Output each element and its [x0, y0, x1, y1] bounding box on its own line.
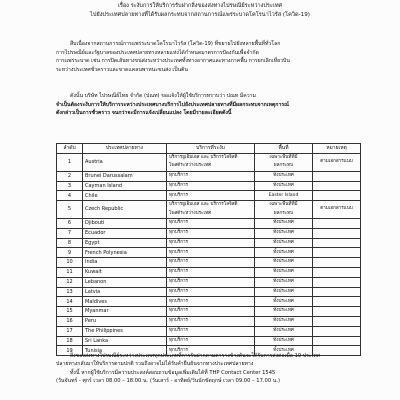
footer-paragraph [56, 352, 360, 386]
cell-service [167, 238, 255, 248]
table-row [57, 248, 361, 258]
cell-area-text: ทั้งประเทศ [273, 288, 294, 294]
header-subtitle: ไปยังประเทศปลายทางที่ได้รับผลกระทบจากสถานการณ์แพร่ระบาดโคโรนาไวรัส (โควิด-19) [90, 12, 310, 18]
table-row [57, 287, 361, 297]
col-header-no: ลำดับ [57, 144, 83, 154]
cell-no [57, 316, 83, 326]
cell-no-text: 7 [67, 230, 72, 236]
cell-note [313, 316, 361, 326]
cell-country-text: Djibouti [85, 220, 105, 227]
cell-area-text: ผลกระทบ [273, 163, 294, 169]
cell-country-text: The Philippines [85, 327, 123, 334]
cell-service [167, 154, 255, 172]
footer-line: ปลายทางกลับมาให้บริการตามปกติ รวมถึงอาจไม่ได้รับคำยืนยันจากทางประเทศปลายทาง [56, 361, 254, 368]
cell-no-text: 13 [66, 288, 73, 295]
cell-country [83, 171, 167, 181]
cell-area [255, 268, 313, 278]
cell-no-text: 18 [66, 337, 73, 344]
cell-service-text: ทุกบริการ [169, 173, 189, 178]
cell-service [167, 307, 255, 317]
cell-service-text: ทุกบริการ [169, 308, 189, 314]
cell-note [313, 258, 361, 268]
cell-service [167, 248, 255, 258]
cell-area [255, 154, 313, 172]
intro-line: ระหว่างประเทศชั่วคราวและขาดแคลนพาหนะขนส่ง เป็นต้น [56, 66, 188, 73]
cell-service-text: ทุกบริการ [169, 288, 189, 294]
cell-area [255, 258, 313, 268]
cell-no [57, 181, 83, 191]
table-row [57, 171, 361, 181]
cell-area-text: Easter Island [268, 192, 299, 198]
table-row [57, 258, 361, 268]
cell-country-text: Czech Republic [85, 206, 124, 213]
cell-note [313, 154, 361, 172]
footer-line: ทั้งนี้ หากผู้ใช้บริการมีความประสงค์สอบถามข้อมูลเพิ่มเติมได้ที่ THP Contact Center 1545 [70, 369, 276, 376]
cell-country [83, 228, 167, 238]
cell-area-text: ทั้งประเทศ [273, 230, 294, 235]
cell-country-text: Cayman Island [85, 182, 123, 189]
cell-service [167, 191, 255, 201]
table-row [57, 228, 361, 238]
cell-no-text: 12 [66, 278, 73, 285]
cell-no [57, 287, 83, 297]
cell-area [255, 238, 313, 248]
cell-note [313, 248, 361, 258]
cell-area-text: ทั้งประเทศ [273, 239, 294, 245]
cell-country-text: Kuwait [85, 269, 102, 276]
cell-no [57, 219, 83, 229]
cell-area-text: ทั้งประเทศ [273, 318, 294, 324]
cell-country [83, 201, 167, 219]
cell-area-text: เฉพาะพื้นที่ที่มี [269, 202, 298, 208]
cell-service-text: ทุกบริการ [169, 259, 189, 265]
col-header-note: หมายเหตุ [313, 144, 361, 154]
cell-no [57, 297, 83, 307]
cell-service [167, 287, 255, 297]
cell-area [255, 326, 313, 336]
cell-service [167, 316, 255, 326]
cell-no-text: 19 [66, 347, 73, 354]
cell-service [167, 228, 255, 238]
cell-service-text: ทุกบริการ [169, 347, 189, 353]
cell-note [313, 201, 361, 219]
cell-no [57, 238, 83, 248]
cell-service-text: ทุกบริการ [169, 278, 189, 284]
cell-no-text: 8 [67, 239, 72, 246]
cell-service-text: บริการยูเอ็มเอส และ บริการโลจิสติ [169, 202, 238, 208]
cell-note [313, 297, 361, 307]
cell-country [83, 238, 167, 248]
cell-no [57, 268, 83, 278]
cell-no [57, 326, 83, 336]
cell-service [167, 258, 255, 268]
cell-country [83, 326, 167, 336]
cell-service [167, 219, 255, 229]
cell-no [57, 336, 83, 346]
cell-area-text: ทั้งประเทศ [273, 347, 294, 353]
cell-country-text: Sri Lanka [85, 337, 109, 344]
cell-service-text: โพสต์ระหว่างประเทศ [169, 210, 212, 216]
col-header-country: ประเทศปลายทาง [83, 144, 167, 154]
cell-country-text: Egypt [85, 239, 100, 246]
cell-no-text: 5 [67, 206, 72, 213]
cell-note [313, 219, 361, 229]
cell-no-text: 9 [67, 249, 72, 256]
cell-country-text: Peru [85, 318, 97, 325]
cell-service-text: ทุกบริการ [169, 239, 189, 245]
cell-area-text: ทั้งประเทศ [273, 220, 294, 226]
notice-line: ดังนั้น บริษัท ไปรษณีย์ไทย จำกัด (ปณท) ขอแจ้งให้ผู้ใช้บริการทราบว่า ปณท มีความ [70, 93, 256, 99]
cell-area [255, 201, 313, 219]
header-subject: เรื่อง ระงับการให้บริการรับฝากสิ่งของส่งทางไปรษณีย์ระหว่างประเทศ [117, 3, 283, 9]
cell-country [83, 191, 167, 201]
cell-country-text: Ecuador [85, 230, 106, 236]
table-row [57, 316, 361, 326]
footer-line: (วันจันทร์ - ศุกร์ เวลา 08.00 – 18.00 น. (วันเสาร์ - อาทิตย์/วันนักขัตฤกษ์ เวลา 09.00 – 17.00 น.) [56, 378, 281, 385]
suspended-services-table [56, 143, 361, 356]
table-row [57, 268, 361, 278]
cell-note [313, 277, 361, 287]
cell-no [57, 228, 83, 238]
table-body [57, 154, 361, 356]
cell-area [255, 297, 313, 307]
cell-no-text: 6 [67, 220, 72, 227]
table-header-row [57, 144, 361, 154]
table-row [57, 219, 361, 229]
cell-no-text: 3 [67, 182, 72, 189]
cell-area [255, 307, 313, 317]
cell-note [313, 336, 361, 346]
cell-area [255, 248, 313, 258]
cell-no-text: 4 [67, 192, 72, 199]
cell-no [57, 171, 83, 181]
cell-service [167, 277, 255, 287]
cell-no-text: 17 [66, 327, 73, 334]
cell-area-text: ทั้งประเทศ [273, 182, 294, 188]
cell-note [313, 171, 361, 181]
cell-service [167, 326, 255, 336]
cell-country [83, 219, 167, 229]
cell-area [255, 181, 313, 191]
cell-area-text: ทั้งประเทศ [273, 327, 294, 333]
cell-no [57, 307, 83, 317]
cell-country [83, 268, 167, 278]
cell-country [83, 277, 167, 287]
table-row [57, 201, 361, 219]
cell-no [57, 248, 83, 258]
col-header-service: บริการที่ระงับ [167, 144, 255, 154]
cell-note [313, 181, 361, 191]
notice-line-bold: ดังกล่าวเป็นการชั่วคราว จนกว่าจะมีการแจ้งเปลี่ยนแปลง โดยมีรายละเอียดดังนี้ [56, 110, 232, 117]
cell-country-text: French Polynesia [85, 249, 127, 256]
cell-no [57, 201, 83, 219]
cell-country-text: Myanmar [85, 308, 109, 315]
cell-no-text: 2 [67, 173, 72, 179]
cell-area-text: ทั้งประเทศ [273, 269, 294, 275]
cell-area-text: ผลกระทบ [273, 210, 294, 216]
cell-note [313, 326, 361, 336]
cell-service-text: ทุกบริการ [169, 230, 189, 235]
cell-no [57, 258, 83, 268]
cell-service-text: ทุกบริการ [169, 192, 189, 198]
cell-no-text: 14 [66, 298, 73, 305]
cell-area-text: ทั้งประเทศ [273, 173, 294, 178]
cell-service-text: ทุกบริการ [169, 337, 189, 343]
cell-note [313, 307, 361, 317]
cell-country [83, 248, 167, 258]
cell-service-text: ทุกบริการ [169, 182, 189, 188]
cell-area-text: ทั้งประเทศ [273, 259, 294, 265]
table-row [57, 297, 361, 307]
cell-country-text: Austria [85, 159, 103, 166]
cell-country-text: Chile [85, 192, 98, 199]
cell-service [167, 171, 255, 181]
cell-country [83, 336, 167, 346]
cell-country-text: Tunisia [85, 347, 103, 354]
cell-note [313, 191, 361, 201]
table-row [57, 191, 361, 201]
notice-line-bold: จำเป็นต้องระงับการให้บริการระหว่างประเทศบางบริการไปยังประเทศปลายทางที่มีผลกระทบจากเหตุการณ์ [56, 101, 289, 108]
cell-note [313, 287, 361, 297]
cell-service-text: ทุกบริการ [169, 249, 189, 255]
cell-service [167, 297, 255, 307]
document-header [0, 2, 400, 20]
cell-no-text: 15 [66, 308, 73, 315]
cell-service-text: บริการยูเอ็มเอส และ บริการโลจิสติ [169, 155, 238, 160]
table-row [57, 238, 361, 248]
intro-paragraph [56, 40, 360, 74]
cell-service-text: ทุกบริการ [169, 269, 189, 275]
table-row [57, 181, 361, 191]
cell-area [255, 228, 313, 238]
intro-line: การไปรษณีย์และรัฐบาลของประเทศปลายทางหลายแห่งได้กำหนดมาตรการป้องกันเพื่อจำกัด [56, 49, 259, 56]
cell-area-text: ทั้งประเทศ [273, 308, 294, 314]
cell-country-text: Maldives [85, 298, 107, 305]
cell-area [255, 219, 313, 229]
cell-no-text: 11 [66, 269, 73, 276]
cell-service-text: ทุกบริการ [169, 298, 189, 304]
cell-note [313, 228, 361, 238]
cell-country [83, 154, 167, 172]
cell-country [83, 287, 167, 297]
cell-service-text: โพสต์ระหว่างประเทศ [169, 163, 212, 169]
cell-area-text: ทั้งประเทศ [273, 249, 294, 255]
cell-service-text: ทุกบริการ [169, 318, 189, 324]
cell-no-text: 16 [66, 318, 73, 325]
table-row [57, 307, 361, 317]
cell-area-text: ทั้งประเทศ [273, 337, 294, 343]
cell-note-text: ตามเอกสารแนบ [320, 206, 353, 212]
cell-country-text: Brunei Darussalam [85, 173, 133, 179]
intro-line: การแพร่ระบาด เช่น การปิดเส้นทางขนส่งระหว่างประเทศทั้งทางอากาศและทางภาคพื้น การยกเลิกเที่ยวบิน [56, 58, 290, 65]
footer-line: สิ่งของส่งทางไปรษณีย์ระหว่างประเทศทุกประเภทที่การรับฝากตามตารางข้างต้นจะได้รับการส่งต่อเมื่อ 19 ประเทศ [70, 353, 321, 359]
cell-country [83, 181, 167, 191]
cell-service [167, 336, 255, 346]
cell-no [57, 154, 83, 172]
cell-service-text: ทุกบริการ [169, 220, 189, 226]
cell-no-text: 1 [67, 159, 72, 166]
cell-service [167, 181, 255, 191]
cell-area [255, 287, 313, 297]
col-header-area: พื้นที่ [255, 144, 313, 154]
cell-service [167, 268, 255, 278]
cell-country [83, 297, 167, 307]
table-row [57, 336, 361, 346]
cell-area-text: ทั้งประเทศ [273, 298, 294, 304]
cell-country-text: Latvia [85, 288, 101, 295]
cell-country [83, 307, 167, 317]
table-row [57, 326, 361, 336]
cell-area [255, 277, 313, 287]
cell-service [167, 201, 255, 219]
cell-area-text: ทั้งประเทศ [273, 278, 294, 284]
cell-service-text: ทุกบริการ [169, 327, 189, 333]
cell-no [57, 191, 83, 201]
cell-area [255, 316, 313, 326]
notice-paragraph [56, 92, 360, 118]
intro-line: สืบเนื่องจากสถานการณ์การแพร่ระบาดโคโรนาไวรัส (โควิด-19) ที่ขยายไปยังหลายพื้นที่ทั่วโลก [70, 41, 281, 47]
cell-no [57, 277, 83, 287]
table-row [57, 277, 361, 287]
cell-note [313, 268, 361, 278]
cell-country [83, 316, 167, 326]
table-row [57, 154, 361, 172]
cell-country [83, 258, 167, 268]
cell-area [255, 171, 313, 181]
cell-country-text: India [85, 259, 98, 266]
cell-area-text: เฉพาะพื้นที่ที่มี [269, 155, 298, 160]
cell-area [255, 336, 313, 346]
cell-no-text: 10 [66, 259, 73, 266]
cell-note [313, 238, 361, 248]
cell-area [255, 191, 313, 201]
cell-country-text: Lebanon [85, 278, 107, 285]
cell-note-text: ตามเอกสารแนบ [320, 159, 353, 165]
